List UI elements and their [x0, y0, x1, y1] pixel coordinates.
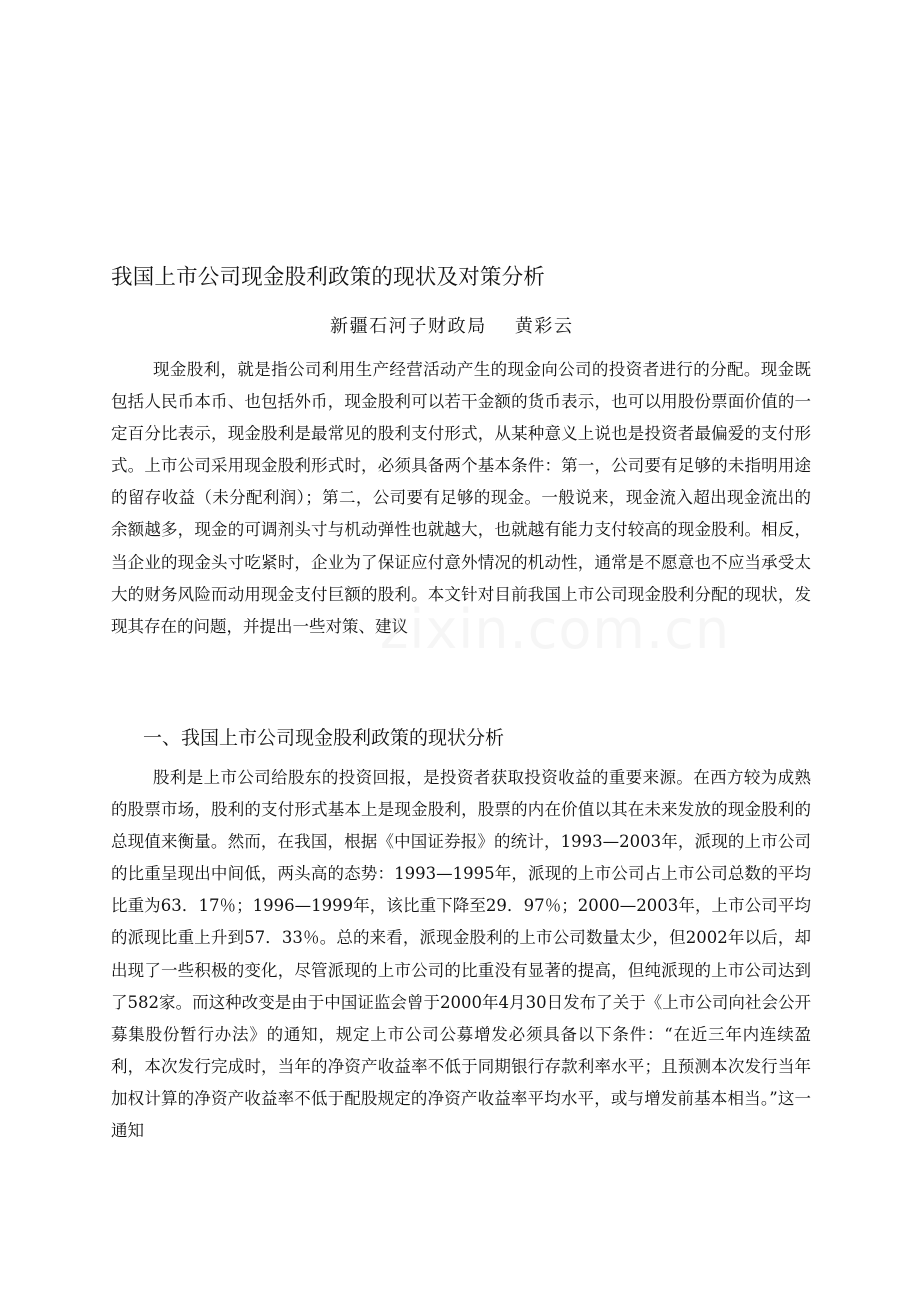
author-line [330, 310, 730, 344]
author-name: 黄彩云 [514, 316, 574, 337]
body-paragraph: 股利是上市公司给股东的投资回报，是投资者获取投资收益的重要来源。在西方较为成熟的股票市场，股利的支付形式基本上是现金股利，股票的内在价值以其在未来发放的现金股利的总现值来衡量。然而，在我国，根据《中国证券报》的统计，1993—2003年，派现的上市公司的比重呈现出中间低，两头高的态势：1993—1995年，派现的上市公司占上市公司总数的平均比重为63．17％；1996—1999年，该比重下降至29．97％；2000—2003年，上市公司平均的派现比重上升到57．33％。总的来看，派现金股利的上市公司数量太少，但2002年以后，却出现了一些积极的变化，尽管派现的上市公司的比重没有显著的提高，但纯派现的上市公司达到了582家。而这种改变是由于中国证监会曾于2000年4月30日发布了关于《上市公司向社会公开募集股份暂行办法》的通知，规定上市公司公募增发必须具备以下条件：“在近三年内连续盈利，本次发行完成时，当年的净资产收益率不低于同期银行存款利率水平；且预测本次发行当年加权计算的净资产收益率不低于配股规定的净资产收益率平均水平，或与增发前基本相当。”这一通知 [111, 768, 811, 1141]
intro-paragraph: 现金股利，就是指公司利用生产经营活动产生的现金向公司的投资者进行的分配。现金既包括人民币本币、也包括外币，现金股利可以若干金额的货币表示，也可以用股份票面价值的一定百分比表示，现金股利是最常见的股利支付形式，从某种意义上说也是投资者最偏爱的支付形式。上市公司采用现金股利形式时，必须具备两个基本条件：第一，公司要有足够的未指明用途的留存收益（未分配利润）；第二，公司要有足够的现金。一般说来，现金流入超出现金流出的余额越多，现金的可调剂头寸与机动弹性也就越大，也就越有能力支付较高的现金股利。相反，当企业的现金头寸吃紧时，企业为了保证应付意外情况的机动性，通常是不愿意也不应当承受太大的财务风险而动用现金支付巨额的股利。本文针对目前我国上市公司现金股利分配的现状，发现其存在的问题，并提出一些对策、建议 [111, 360, 811, 636]
author-organization: 新疆石河子财政局 [330, 316, 487, 337]
watermark-text: zixin.com.cn [380, 598, 731, 661]
section-heading: 一、我国上市公司现金股利政策的现状分析 [143, 727, 505, 749]
document-title: 我国上市公司现金股利政策的现状及对策分析 [111, 265, 546, 290]
